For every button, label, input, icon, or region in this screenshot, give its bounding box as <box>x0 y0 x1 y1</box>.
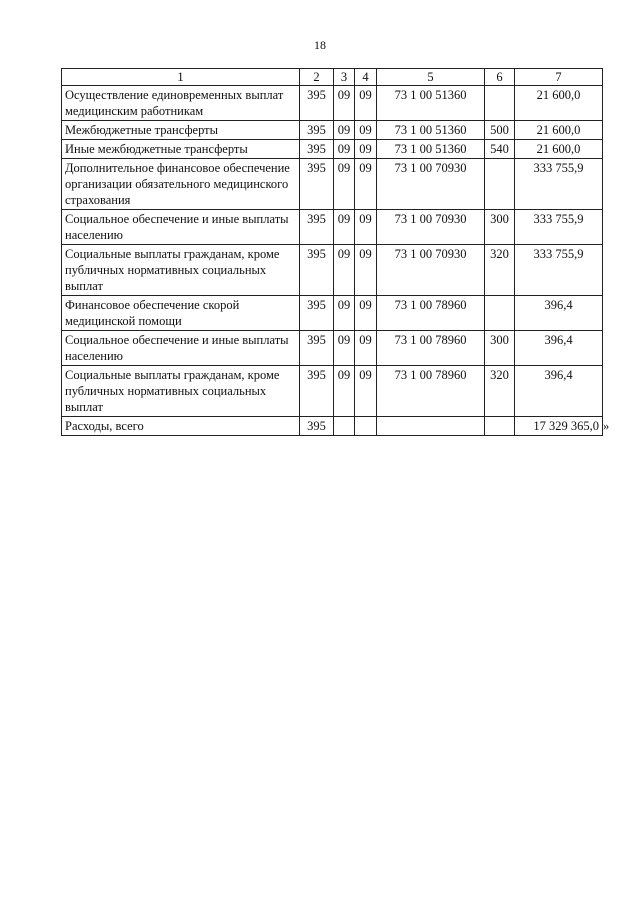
row-name: Иные межбюджетные трансферты <box>62 140 300 159</box>
cell-amount: 333 755,9 <box>515 159 603 210</box>
table-row <box>62 210 603 245</box>
total-amount: 17 329 365,0 <box>533 419 599 433</box>
cell-code-3: 09 <box>334 140 355 159</box>
cell-code-4: 09 <box>355 245 377 296</box>
cell-code-3: 09 <box>334 121 355 140</box>
cell-code-5: 73 1 00 51360 <box>377 140 485 159</box>
cell-code-5: 73 1 00 51360 <box>377 86 485 121</box>
column-header: 6 <box>485 69 515 86</box>
cell-code-3: 09 <box>334 245 355 296</box>
cell-code-2: 395 <box>300 121 334 140</box>
cell-code-5: 73 1 00 78960 <box>377 296 485 331</box>
page-number: 18 <box>314 38 326 52</box>
cell-code-3: 09 <box>334 366 355 417</box>
row-name: Социальное обеспечение и иные выплаты населению <box>62 331 300 366</box>
cell-amount: 333 755,9 <box>515 245 603 296</box>
cell-code-4: 09 <box>355 159 377 210</box>
cell-code-2: 395 <box>300 245 334 296</box>
row-name: Социальное обеспечение и иные выплаты населению <box>62 210 300 245</box>
table-row <box>62 331 603 366</box>
budget-table <box>61 68 610 436</box>
cell-code-6: 300 <box>485 210 515 245</box>
row-name: Социальные выплаты гражданам, кроме публичных нормативных социальных выплат <box>62 366 300 417</box>
cell-code-5: 73 1 00 70930 <box>377 210 485 245</box>
cell-code-4: 09 <box>355 121 377 140</box>
cell-code-2: 395 <box>300 366 334 417</box>
cell-code-2: 395 <box>300 417 334 436</box>
cell-code-6: 320 <box>485 245 515 296</box>
cell-code-2: 395 <box>300 159 334 210</box>
table-row <box>62 86 603 121</box>
cell-code-6 <box>485 296 515 331</box>
column-header: 4 <box>355 69 377 86</box>
cell-code-6 <box>485 417 515 436</box>
table-row <box>62 159 603 210</box>
table-row <box>62 140 603 159</box>
cell-code-2: 395 <box>300 331 334 366</box>
cell-code-5: 73 1 00 78960 <box>377 331 485 366</box>
cell-code-3: 09 <box>334 86 355 121</box>
column-header: 3 <box>334 69 355 86</box>
column-header: 5 <box>377 69 485 86</box>
cell-code-2: 395 <box>300 86 334 121</box>
cell-code-3 <box>334 417 355 436</box>
cell-code-4: 09 <box>355 331 377 366</box>
column-header: 1 <box>62 69 300 86</box>
cell-code-6 <box>485 86 515 121</box>
table-row <box>62 296 603 331</box>
total-amount-cell <box>515 417 610 436</box>
cell-code-2: 395 <box>300 296 334 331</box>
cell-code-5: 73 1 00 51360 <box>377 121 485 140</box>
cell-amount: 396,4 <box>515 331 603 366</box>
cell-amount: 21 600,0 <box>515 86 603 121</box>
cell-code-5: 73 1 00 70930 <box>377 245 485 296</box>
cell-amount: 396,4 <box>515 366 603 417</box>
cell-code-6 <box>485 159 515 210</box>
cell-code-6: 500 <box>485 121 515 140</box>
cell-code-5: 73 1 00 70930 <box>377 159 485 210</box>
row-name: Дополнительное финансовое обеспечение организации обязательного медицинского страхования <box>62 159 300 210</box>
cell-code-2: 395 <box>300 210 334 245</box>
cell-code-6: 300 <box>485 331 515 366</box>
cell-code-5 <box>377 417 485 436</box>
row-name: Межбюджетные трансферты <box>62 121 300 140</box>
cell-code-3: 09 <box>334 296 355 331</box>
table-row <box>62 245 603 296</box>
total-row <box>62 417 603 436</box>
cell-code-2: 395 <box>300 140 334 159</box>
cell-code-4: 09 <box>355 366 377 417</box>
total-label: Расходы, всего <box>62 417 300 436</box>
column-header: 2 <box>300 69 334 86</box>
cell-code-4 <box>355 417 377 436</box>
row-name: Осуществление единовременных выплат медицинским работникам <box>62 86 300 121</box>
column-header: 7 <box>515 69 603 86</box>
cell-code-4: 09 <box>355 140 377 159</box>
cell-code-4: 09 <box>355 86 377 121</box>
table-row <box>62 121 603 140</box>
cell-code-5: 73 1 00 78960 <box>377 366 485 417</box>
table-row <box>62 366 603 417</box>
cell-code-3: 09 <box>334 210 355 245</box>
cell-amount: 21 600,0 <box>515 140 603 159</box>
cell-code-6: 540 <box>485 140 515 159</box>
cell-code-4: 09 <box>355 296 377 331</box>
cell-amount: 396,4 <box>515 296 603 331</box>
cell-amount: 333 755,9 <box>515 210 603 245</box>
cell-code-3: 09 <box>334 331 355 366</box>
row-name: Финансовое обеспечение скорой медицинской помощи <box>62 296 300 331</box>
table-header-row <box>62 69 603 86</box>
closing-quote: » <box>603 419 610 433</box>
cell-code-6: 320 <box>485 366 515 417</box>
cell-code-4: 09 <box>355 210 377 245</box>
cell-amount: 21 600,0 <box>515 121 603 140</box>
row-name: Социальные выплаты гражданам, кроме публичных нормативных социальных выплат <box>62 245 300 296</box>
cell-code-3: 09 <box>334 159 355 210</box>
